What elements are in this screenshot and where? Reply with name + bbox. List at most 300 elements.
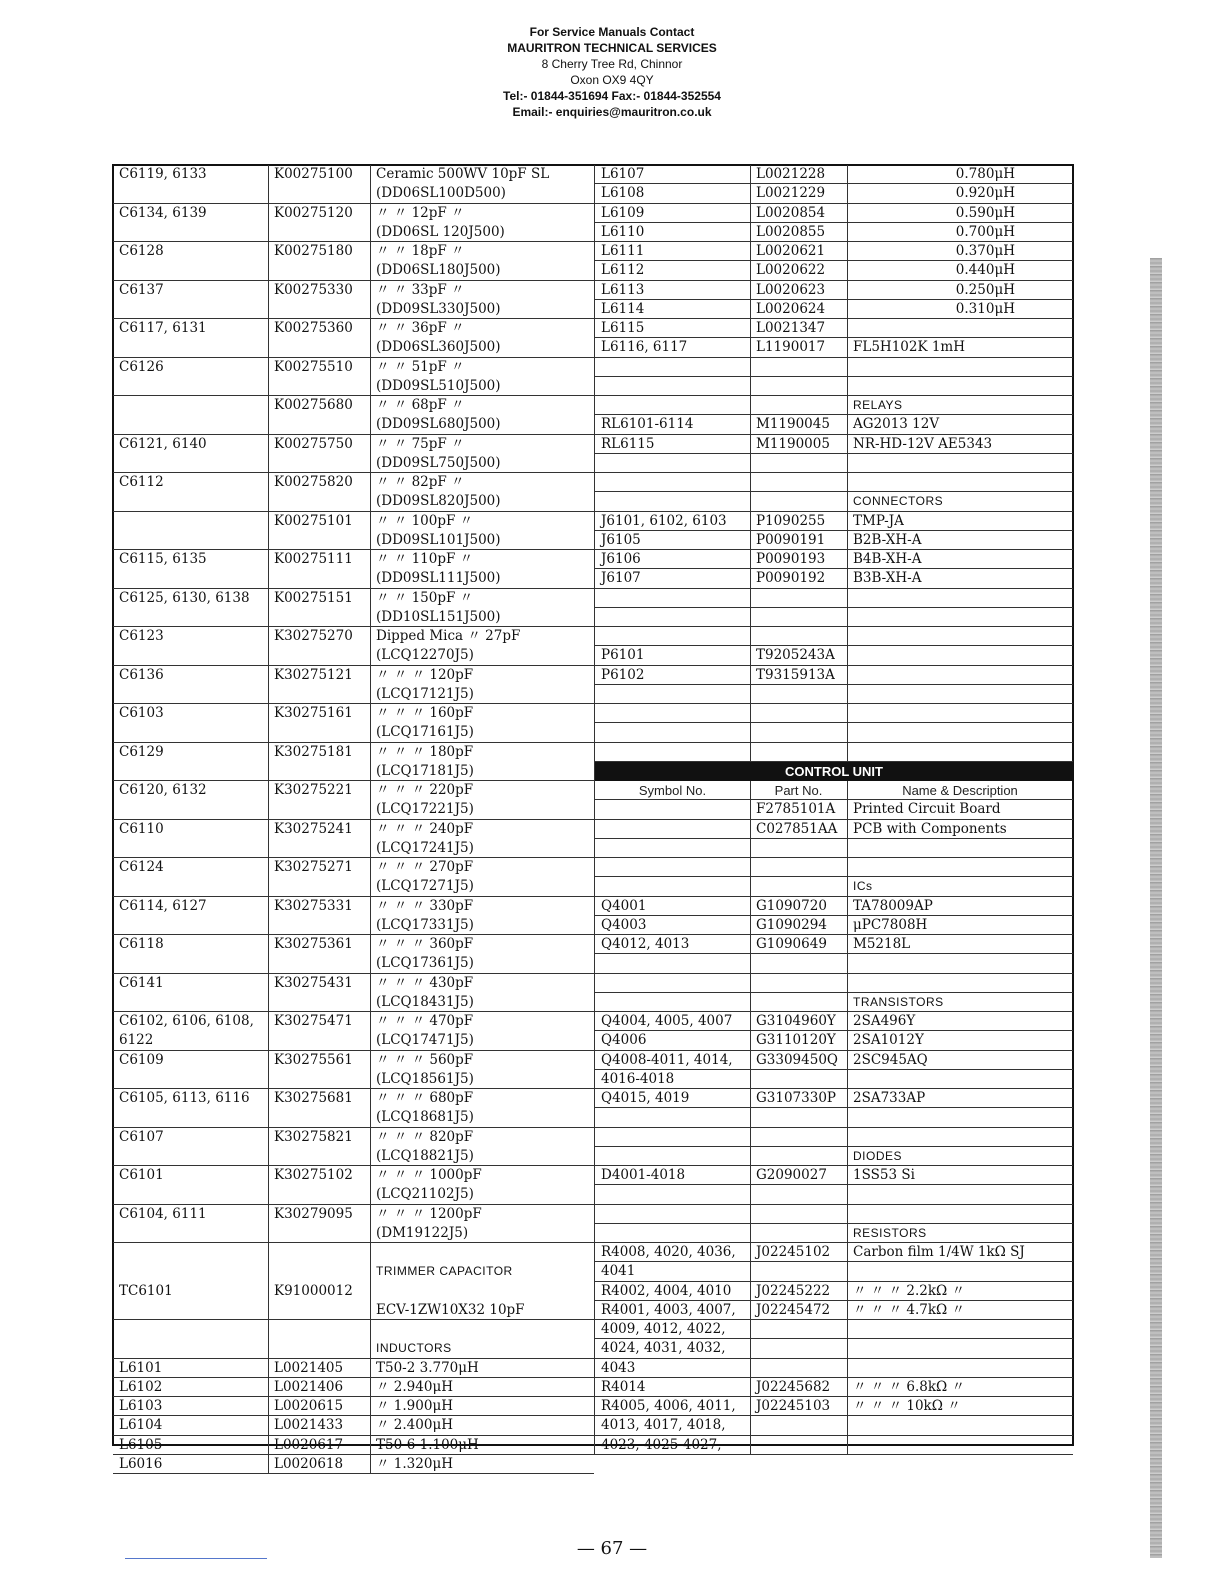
part-no: L0020624 bbox=[756, 300, 826, 317]
part-no bbox=[268, 1243, 370, 1262]
symbol-no: TC6101 bbox=[119, 1282, 173, 1299]
description-code: (DD09SL820J500) bbox=[376, 493, 501, 510]
part-no: P0090193 bbox=[756, 551, 826, 567]
description-code: (LCQ17181J5) bbox=[376, 762, 474, 779]
part-no: G1090649 bbox=[756, 936, 827, 952]
left-row bbox=[113, 858, 594, 897]
symbol-no bbox=[595, 1108, 750, 1127]
symbol-no: P6101 bbox=[601, 647, 645, 664]
part-no: K30275102 bbox=[274, 1167, 353, 1183]
left-row bbox=[113, 473, 594, 512]
description bbox=[847, 589, 1073, 608]
description bbox=[847, 646, 1073, 665]
inductor-part: L0020617 bbox=[274, 1436, 344, 1453]
part-no bbox=[750, 1359, 847, 1378]
left-row bbox=[113, 627, 594, 666]
description: 〃 〃 〃 4.7kΩ 〃 bbox=[853, 1301, 966, 1318]
part-no bbox=[750, 974, 847, 993]
column-divider bbox=[268, 165, 269, 1474]
description-code: (DD09SL330J500) bbox=[376, 300, 501, 317]
symbol-no: Q4003 bbox=[601, 916, 647, 933]
part-no: K00275510 bbox=[274, 358, 353, 375]
symbol-no bbox=[113, 1320, 268, 1339]
description: NR-HD-12V AE5343 bbox=[853, 435, 993, 452]
description: 〃 〃 68pF 〃 bbox=[376, 397, 465, 413]
left-row bbox=[113, 550, 594, 589]
part-no bbox=[750, 954, 847, 973]
description: AG2013 12V bbox=[853, 416, 940, 433]
description: 〃 〃 36pF 〃 bbox=[376, 320, 465, 336]
description-code: (DD06SL180J500) bbox=[376, 262, 501, 279]
symbol-no: R4014 bbox=[601, 1378, 646, 1395]
description-code: (LCQ17161J5) bbox=[376, 724, 474, 741]
symbol-no: R4005, 4006, 4011, bbox=[601, 1398, 736, 1414]
part-no: K30275270 bbox=[274, 628, 353, 644]
part-no: L0021229 bbox=[756, 185, 826, 202]
inductor-symbol: L6105 bbox=[119, 1436, 163, 1453]
symbol-no: L6113 bbox=[601, 281, 645, 298]
symbol-no bbox=[113, 396, 268, 415]
description bbox=[847, 319, 1073, 338]
description: B3B-XH-A bbox=[853, 570, 922, 587]
description bbox=[847, 704, 1073, 723]
symbol-no: L6116, 6117 bbox=[601, 339, 688, 356]
left-row bbox=[113, 1089, 594, 1128]
description: 0.780μH bbox=[955, 166, 1015, 182]
symbol-no bbox=[595, 1185, 750, 1204]
symbol-no: C6119, 6133 bbox=[119, 166, 207, 182]
header-line-4: Oxon OX9 4QY bbox=[570, 73, 654, 87]
left-row bbox=[113, 743, 594, 782]
symbol-no: C6114, 6127 bbox=[119, 897, 207, 914]
description bbox=[847, 839, 1073, 858]
description: 〃 〃 〃 220pF bbox=[376, 782, 474, 798]
part-no: L0020854 bbox=[756, 204, 826, 221]
inductor-symbol: L6102 bbox=[119, 1378, 163, 1395]
part-no: K00275100 bbox=[274, 166, 353, 182]
description-code: (LCQ17331J5) bbox=[376, 916, 474, 933]
description-code: (LCQ17241J5) bbox=[376, 839, 474, 856]
symbol-no bbox=[595, 492, 750, 511]
part-no: T9205243A bbox=[756, 647, 835, 664]
symbol-no: C6141 bbox=[119, 974, 164, 991]
description bbox=[847, 358, 1073, 377]
description bbox=[847, 1320, 1073, 1339]
section-heading: RESISTORS bbox=[853, 1225, 927, 1240]
symbol-no bbox=[595, 1147, 750, 1166]
part-no bbox=[750, 1416, 847, 1435]
symbol-no bbox=[595, 954, 750, 973]
description: 〃 〃 100pF 〃 bbox=[376, 512, 474, 529]
left-row bbox=[113, 1166, 594, 1205]
symbol-no: C6104, 6111 bbox=[119, 1205, 207, 1222]
part-no: K30275331 bbox=[274, 897, 353, 914]
part-no bbox=[750, 1436, 847, 1455]
symbol-no bbox=[595, 1224, 750, 1243]
description: 2SA1012Y bbox=[853, 1032, 924, 1049]
column-header-symbol: Symbol No. bbox=[638, 783, 707, 798]
description: 0.920μH bbox=[955, 185, 1015, 202]
left-row bbox=[113, 396, 594, 435]
symbol-no: C6101 bbox=[119, 1167, 164, 1183]
description: 1SS53 Si bbox=[853, 1167, 915, 1183]
inductor-symbol: L6016 bbox=[119, 1455, 163, 1472]
description: 〃 〃 75pF 〃 bbox=[376, 435, 465, 452]
symbol-no bbox=[595, 377, 750, 396]
symbol-no-cont: 6122 bbox=[119, 1032, 154, 1049]
header-line-1: For Service Manuals Contact bbox=[529, 25, 695, 39]
description-code: (DD10SL151J500) bbox=[376, 608, 501, 625]
part-no: K00275180 bbox=[274, 243, 353, 259]
description bbox=[847, 954, 1073, 973]
section-heading: DIODES bbox=[853, 1148, 903, 1163]
symbol-no: 4009, 4012, 4022, bbox=[601, 1321, 726, 1337]
part-no: G3309450Q bbox=[756, 1051, 838, 1068]
symbol-no bbox=[595, 358, 750, 377]
description-code: (DD09SL111J500) bbox=[376, 570, 501, 587]
left-row bbox=[113, 319, 594, 358]
symbol-no: C6126 bbox=[119, 358, 164, 375]
description-code: (DD09SL101J500) bbox=[376, 531, 501, 548]
part-no bbox=[750, 1185, 847, 1204]
symbol-no: J6105 bbox=[601, 531, 641, 548]
description: Ceramic 500WV 10pF SL bbox=[376, 166, 550, 182]
part-no bbox=[750, 1205, 847, 1224]
part-no bbox=[750, 839, 847, 858]
description: 2SA496Y bbox=[853, 1013, 916, 1029]
header-line-3: 8 Cherry Tree Rd, Chinnor bbox=[541, 57, 683, 71]
part-no: F2785101A bbox=[756, 801, 836, 818]
part-no: K00275101 bbox=[274, 512, 353, 529]
inductor-part: L0021406 bbox=[274, 1378, 344, 1395]
description-code: (DD06SL100D500) bbox=[376, 185, 506, 202]
left-row bbox=[113, 512, 594, 551]
description: 0.700μH bbox=[955, 223, 1015, 240]
part-no: T9315913A bbox=[756, 666, 835, 683]
part-no bbox=[750, 993, 847, 1012]
part-no: L0020622 bbox=[756, 262, 826, 279]
header-line-5: Tel:- 01844-351694 Fax:- 01844-352554 bbox=[503, 89, 721, 103]
column-divider bbox=[847, 165, 848, 762]
description: M5218L bbox=[853, 936, 911, 952]
description bbox=[847, 723, 1073, 742]
description bbox=[847, 1070, 1073, 1089]
symbol-no: R4001, 4003, 4007, bbox=[601, 1301, 736, 1318]
header-line-6: Email:- enquiries@mauritron.co.uk bbox=[512, 105, 712, 119]
description: 〃 〃 〃 240pF bbox=[376, 820, 474, 837]
description: TA78009AP bbox=[853, 897, 933, 914]
symbol-no bbox=[595, 704, 750, 723]
part-no bbox=[750, 454, 847, 473]
left-row bbox=[113, 974, 594, 1013]
symbol-no: C6124 bbox=[119, 859, 164, 875]
symbol-no bbox=[595, 1205, 750, 1224]
symbol-no bbox=[595, 858, 750, 877]
symbol-no: C6110 bbox=[119, 820, 164, 837]
symbol-no: Q4001 bbox=[601, 897, 647, 914]
description-code: (DD06SL360J500) bbox=[376, 339, 501, 356]
description-code: (LCQ17221J5) bbox=[376, 801, 474, 818]
inductor-desc: 〃 2.940μH bbox=[376, 1378, 453, 1395]
description bbox=[847, 1339, 1073, 1358]
part-no bbox=[750, 492, 847, 511]
symbol-no: C6125, 6130, 6138 bbox=[119, 589, 250, 606]
symbol-no: C6120, 6132 bbox=[119, 782, 207, 798]
description: 〃 〃 〃 270pF bbox=[376, 859, 474, 875]
description: 2SA733AP bbox=[853, 1090, 926, 1106]
description bbox=[847, 1416, 1073, 1435]
part-no bbox=[750, 1224, 847, 1243]
symbol-no: C6107 bbox=[119, 1128, 164, 1145]
inductor-desc: T50-6 1.100μH bbox=[376, 1436, 479, 1453]
description-code: (LCQ18821J5) bbox=[376, 1147, 474, 1164]
left-row bbox=[113, 1128, 594, 1167]
part-no: K30275221 bbox=[274, 782, 353, 798]
description-code: (LCQ17121J5) bbox=[376, 685, 474, 702]
description-code: (LCQ18681J5) bbox=[376, 1109, 474, 1126]
symbol-no bbox=[595, 454, 750, 473]
part-no bbox=[750, 396, 847, 415]
description: 〃 〃 〃 180pF bbox=[376, 743, 474, 760]
description: 〃 〃 〃 560pF bbox=[376, 1051, 474, 1068]
part-no bbox=[750, 377, 847, 396]
part-no: L1190017 bbox=[756, 339, 826, 356]
symbol-no: C6105, 6113, 6116 bbox=[119, 1090, 250, 1106]
description: 〃 〃 82pF 〃 bbox=[376, 474, 465, 490]
part-no: K00275330 bbox=[274, 281, 353, 298]
symbol-no: L6111 bbox=[601, 243, 645, 259]
description-code: (DD09SL510J500) bbox=[376, 377, 501, 394]
left-row bbox=[113, 242, 594, 281]
description-code: (LCQ18431J5) bbox=[376, 993, 474, 1010]
symbol-no: C6117, 6131 bbox=[119, 320, 207, 336]
part-no bbox=[750, 685, 847, 704]
description bbox=[847, 627, 1073, 646]
part-no: J02245103 bbox=[756, 1398, 831, 1414]
symbol-no: C6136 bbox=[119, 666, 164, 683]
part-no bbox=[750, 1320, 847, 1339]
inductor-desc: 〃 1.900μH bbox=[376, 1398, 453, 1414]
description bbox=[847, 1262, 1073, 1281]
description: μPC7808H bbox=[853, 916, 928, 933]
left-row bbox=[113, 666, 594, 705]
symbol-no: RL6101-6114 bbox=[601, 416, 694, 433]
left-row bbox=[113, 1205, 594, 1244]
part-no bbox=[750, 627, 847, 646]
symbol-no bbox=[595, 974, 750, 993]
description bbox=[847, 685, 1073, 704]
column-divider bbox=[750, 781, 751, 1455]
symbol-no: D4001-4018 bbox=[601, 1167, 686, 1183]
part-no bbox=[750, 743, 847, 762]
part-no: G3110120Y bbox=[756, 1032, 836, 1049]
column-divider bbox=[750, 165, 751, 762]
symbol-no: Q4006 bbox=[601, 1032, 647, 1049]
description: PCB with Components bbox=[853, 820, 1007, 837]
symbol-no: C6118 bbox=[119, 936, 164, 952]
symbol-no: P6102 bbox=[601, 666, 645, 683]
description: 〃 〃 〃 430pF bbox=[376, 974, 474, 991]
description: TMP-JA bbox=[853, 512, 904, 529]
symbol-no bbox=[595, 1128, 750, 1147]
symbol-no: 4016-4018 bbox=[601, 1070, 675, 1087]
part-no bbox=[750, 1070, 847, 1089]
description: FL5H102K 1mH bbox=[853, 339, 966, 356]
left-row bbox=[113, 1320, 594, 1359]
inductor-part: L0021405 bbox=[274, 1359, 344, 1376]
symbol-no: L6110 bbox=[601, 223, 645, 240]
symbol-no bbox=[595, 627, 750, 646]
inductor-desc: 〃 1.320μH bbox=[376, 1455, 453, 1472]
symbol-no: Q4008-4011, 4014, bbox=[601, 1051, 733, 1068]
part-no bbox=[750, 1128, 847, 1147]
part-no bbox=[750, 858, 847, 877]
scan-edge-artifact bbox=[1150, 258, 1162, 1558]
part-no: L0020621 bbox=[756, 243, 826, 259]
description: B4B-XH-A bbox=[853, 551, 922, 567]
page-number: — 67 — bbox=[576, 1538, 648, 1559]
symbol-no: L6115 bbox=[601, 320, 645, 336]
inductor-part: L0021433 bbox=[274, 1417, 344, 1434]
inductor-desc: T50-2 3.770μH bbox=[376, 1359, 479, 1376]
symbol-no: J6107 bbox=[601, 570, 641, 587]
description: 0.370μH bbox=[955, 243, 1015, 259]
description bbox=[847, 1359, 1073, 1378]
symbol-no: C6134, 6139 bbox=[119, 204, 207, 221]
part-no: P0090192 bbox=[756, 570, 826, 587]
symbol-no bbox=[595, 608, 750, 627]
inductor-symbol: L6104 bbox=[119, 1417, 163, 1434]
part-no: J02245102 bbox=[756, 1244, 831, 1260]
description: 〃 〃 〃 820pF bbox=[376, 1128, 474, 1145]
control-unit-title: CONTROL UNIT bbox=[595, 762, 1073, 781]
contact-header bbox=[0, 24, 1224, 120]
part-no: K30279095 bbox=[274, 1205, 353, 1222]
description: 〃 〃 〃 160pF bbox=[376, 705, 474, 721]
left-row bbox=[113, 897, 594, 936]
part-no bbox=[750, 1262, 847, 1281]
symbol-no: L6109 bbox=[601, 204, 645, 221]
part-no: J02245472 bbox=[756, 1301, 831, 1318]
description-code: (DD09SL750J500) bbox=[376, 454, 501, 471]
column-header-part: Part No. bbox=[774, 783, 823, 798]
left-row bbox=[113, 1243, 594, 1282]
symbol-no: Q4015, 4019 bbox=[601, 1090, 690, 1106]
description: 〃 〃 〃 120pF bbox=[376, 666, 474, 683]
description-code: (LCQ17361J5) bbox=[376, 955, 474, 972]
section-heading: RELAYS bbox=[853, 398, 903, 412]
part-no: K00275360 bbox=[274, 320, 353, 336]
part-no: K00275111 bbox=[274, 551, 353, 567]
left-row bbox=[113, 589, 594, 628]
symbol-no: C6102, 6106, 6108, bbox=[119, 1013, 254, 1029]
symbol-no bbox=[595, 743, 750, 762]
symbol-no: 4024, 4031, 4032, bbox=[601, 1340, 726, 1357]
description bbox=[847, 1185, 1073, 1204]
description: 〃 〃 110pF 〃 bbox=[376, 551, 474, 567]
symbol-no: R4002, 4004, 4010 bbox=[601, 1282, 732, 1299]
description-code: (LCQ17471J5) bbox=[376, 1032, 474, 1049]
part-no: J02245682 bbox=[756, 1378, 831, 1395]
left-row bbox=[113, 781, 594, 820]
symbol-no: 4043 bbox=[601, 1359, 636, 1376]
description: Carbon film 1/4W 1kΩ SJ bbox=[853, 1244, 1025, 1260]
description bbox=[847, 974, 1073, 993]
symbol-no: L6112 bbox=[601, 262, 645, 279]
part-no: K00275151 bbox=[274, 589, 353, 606]
section-heading: CONNECTORS bbox=[853, 494, 944, 509]
description-code: (DD09SL680J500) bbox=[376, 416, 501, 433]
symbol-no bbox=[595, 723, 750, 742]
section-heading: ICs bbox=[853, 879, 873, 894]
part-no: K30275561 bbox=[274, 1051, 353, 1068]
description: B2B-XH-A bbox=[853, 531, 922, 548]
part-no: P1090255 bbox=[756, 512, 826, 529]
description: 〃 〃 〃 360pF bbox=[376, 936, 474, 952]
part-no: C027851AA bbox=[756, 820, 838, 837]
symbol-no: C6129 bbox=[119, 743, 164, 760]
description: 〃 〃 〃 470pF bbox=[376, 1013, 474, 1029]
description: 〃 〃 〃 680pF bbox=[376, 1090, 474, 1106]
description bbox=[847, 1128, 1073, 1147]
inductor-part: L0020615 bbox=[274, 1398, 344, 1414]
description: 〃 〃 〃 330pF bbox=[376, 897, 474, 914]
part-no: K00275820 bbox=[274, 474, 353, 490]
part-no: K00275680 bbox=[274, 397, 353, 413]
part-no: G3104960Y bbox=[756, 1013, 836, 1029]
symbol-no bbox=[113, 1243, 268, 1262]
part-no: J02245222 bbox=[756, 1282, 831, 1299]
part-no bbox=[750, 1108, 847, 1127]
description-code: ECV-1ZW10X32 10pF bbox=[376, 1301, 525, 1318]
description: 〃 〃 〃 6.8kΩ 〃 bbox=[853, 1378, 966, 1395]
description: 0.250μH bbox=[955, 281, 1015, 298]
symbol-no bbox=[595, 685, 750, 704]
row-divider bbox=[595, 1454, 1073, 1455]
description bbox=[847, 858, 1073, 877]
symbol-no: 4041 bbox=[601, 1263, 636, 1280]
part-no: G1090294 bbox=[756, 916, 827, 933]
description: 〃 〃 〃 10kΩ 〃 bbox=[853, 1398, 961, 1414]
left-row bbox=[113, 1282, 594, 1321]
description: 0.590μH bbox=[955, 204, 1015, 221]
symbol-no: C6128 bbox=[119, 243, 164, 259]
symbol-no: L6108 bbox=[601, 185, 645, 202]
column-header-name: Name & Description bbox=[902, 783, 1018, 798]
part-no: M1190045 bbox=[756, 416, 830, 433]
description: 〃 〃 12pF 〃 bbox=[376, 204, 465, 221]
part-no: G1090720 bbox=[756, 897, 827, 914]
symbol-no bbox=[595, 993, 750, 1012]
symbol-no bbox=[113, 512, 268, 531]
part-no bbox=[750, 723, 847, 742]
description: 2SC945AQ bbox=[853, 1051, 928, 1068]
description bbox=[847, 454, 1073, 473]
part-no bbox=[750, 589, 847, 608]
description bbox=[847, 377, 1073, 396]
inductor-symbol: L6103 bbox=[119, 1398, 163, 1414]
symbol-no bbox=[595, 800, 750, 819]
symbol-no bbox=[595, 839, 750, 858]
part-no bbox=[750, 473, 847, 492]
description: Printed Circuit Board bbox=[853, 801, 1001, 818]
symbol-no: C6123 bbox=[119, 628, 164, 644]
part-no: L0020855 bbox=[756, 223, 826, 240]
symbol-no: J6101, 6102, 6103 bbox=[601, 512, 727, 529]
description bbox=[847, 666, 1073, 685]
part-no: K30275361 bbox=[274, 936, 353, 952]
symbol-no: C6137 bbox=[119, 281, 164, 298]
